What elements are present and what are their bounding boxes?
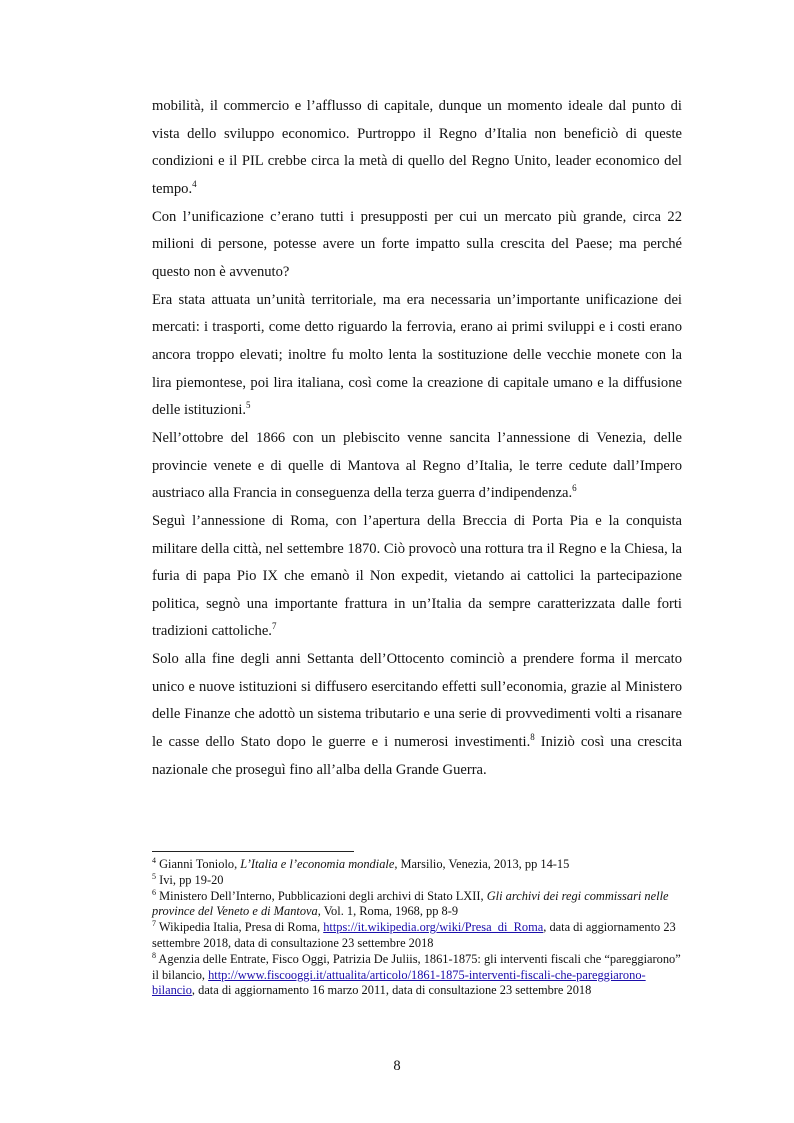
- footnote-link[interactable]: http://www.fiscooggi.it/attualita/articolo/1861-1875-interventi-fiscali-che-pareggiarono-bilancio: [152, 967, 646, 998]
- footnote-number: 6: [152, 887, 156, 897]
- paragraph: Seguì l’annessione di Roma, con l’apertura della Breccia di Porta Pia e la conquista militare della città, nel settembre 1870. Ciò provocò una rottura tra il Regno e la Chiesa, la furia di papa Pio IX che emanò il Non expedit, vietando ai cattolici la partecipazione politica, segnò una importante frattura in un’Italia da sempre caratterizzata dalle forti tradizioni cattoliche.$^7$: [152, 512, 682, 640]
- footnote-reference[interactable]: 6: [572, 483, 577, 494]
- footnote: $^5$ Ivi, pp 19-20: [152, 871, 224, 887]
- footnote-number: 4: [152, 855, 156, 865]
- footnote-reference[interactable]: 7: [271, 621, 277, 632]
- footnote: $^4$ Gianni Toniolo, L’Italia e l’economia mondiale, Marsilio, Venezia, 2013, pp 14-15: [152, 855, 570, 871]
- footnote-number: 8: [152, 950, 156, 960]
- paragraph: Solo alla fine degli anni Settanta dell’Ottocento cominciò a prendere forma il mercato unico e nuove istituzioni si diffusero esercitando effetti sull’economia, grazie al Ministero delle Finanze che adottò un sistema tributario e una serie di provvedimenti volti a risanare le casse dello Stato dopo le guerre e i numerosi investimenti.$^8$ Iniziò così una crescita nazionale che proseguì fino all’alba della Grande Guerra.: [152, 651, 682, 778]
- footnote-reference[interactable]: 4: [192, 179, 197, 190]
- footnote-separator: [152, 851, 354, 852]
- paragraph: mobilità, il commercio e l’afflusso di capitale, dunque un momento ideale dal punto di vista dello sviluppo economico. Purtroppo il Regno d’Italia non beneficiò di queste condizioni e il PIL crebbe circa la metà di quello del Regno Unito, leader economico del tempo.$^4$: [152, 98, 682, 197]
- footnote-link[interactable]: https://it.wikipedia.org/wiki/Presa_di_Roma: [323, 920, 544, 935]
- footnote-title: L’Italia e l’economia mondiale: [240, 857, 395, 871]
- footnote-number: 7: [152, 919, 156, 929]
- footnote-reference[interactable]: 8: [530, 732, 535, 743]
- paragraph: Nell’ottobre del 1866 con un plebiscito venne sancita l’annessione di Venezia, delle provincie venete e di quelle di Mantova al Regno d’Italia, le terre cedute dall’Impero austriaco alla Francia in conseguenza della terza guerra d’indipendenza.$^6$: [152, 429, 682, 502]
- footnote-reference[interactable]: 5: [246, 400, 251, 411]
- footnote: $^6$ Ministero Dell’Interno, Pubblicazioni degli archivi di Stato LXII, Gli archivi dei regi commissari nelle province del Veneto e di Mantova, Vol. 1, Roma, 1968, pp 8-9: [152, 887, 669, 919]
- paragraph: Con l’unificazione c’erano tutti i presupposti per cui un mercato più grande, circa 22 milioni di persone, potesse avere un forte impatto sulla crescita del Paese; ma perché questo non è avvenuto?: [152, 208, 682, 280]
- footnote-number: 5: [152, 871, 156, 881]
- body-text: [152, 93, 682, 784]
- footnotes: [152, 857, 682, 999]
- footnote: $^7$ Wikipedia Italia, Presa di Roma, https://it.wikipedia.org/wiki/Presa_di_Roma, data di aggiornamento 23 settembre 2018, data di consultazione 23 settembre 2018: [152, 919, 676, 950]
- footnote-title: Gli archivi dei regi commissari nelle province del Veneto e di Mantova: [152, 888, 669, 919]
- footnote: $^8$ Agenzia delle Entrate, Fisco Oggi, Patrizia De Juliis, 1861-1875: gli interventi fiscali che “pareggiarono” il bilancio, http://www.fiscooggi.it/attualita/articolo/1861-1875-interventi-fiscali-che-pareggiarono-bilancio, data di aggiornamento 16 marzo 2011, data di consultazione 23 settembre 2018: [152, 950, 681, 998]
- paragraph: Era stata attuata un’unità territoriale, ma era necessaria un’importante unificazione dei mercati: i trasporti, come detto riguardo la ferrovia, erano ai primi sviluppi e i costi erano ancora troppo elevati; inoltre fu molto lenta la sostituzione delle vecchie monete con la lira piemontese, poi lira italiana, così come la creazione di capitale umano e la diffusione delle istituzioni.$^5$: [152, 291, 682, 419]
- page-number: 8: [393, 1058, 401, 1074]
